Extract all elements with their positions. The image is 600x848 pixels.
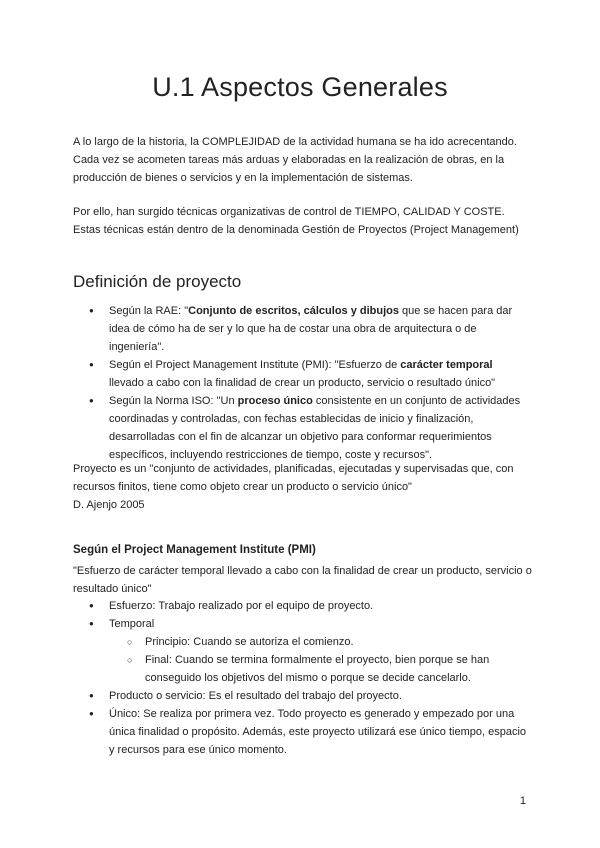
pmi-list [0, 597, 529, 759]
list-item-unico: ● Único: Se realiza por primera vez. Todo proyecto es generado y empezado por una única finalidad o propósito. Además, este proyecto utilizará ese único tiempo, espacio y recursos para ese único momento. [0, 705, 529, 759]
list-item-rae [0, 302, 529, 356]
list-item-temporal [0, 615, 529, 687]
list-item-esfuerzo: ● Esfuerzo: Trabajo realizado por el equipo de proyecto. [0, 597, 529, 615]
project-quote: Proyecto es un "conjunto de actividades, planificadas, ejecutadas y supervisadas que, con recursos finitos, tiene como objeto crear un producto o servicio único" [73, 463, 514, 493]
pmi-bold: carácter temporal [400, 359, 493, 371]
sublist-item-principio: ○ Principio: Cuando se autoriza el comienzo. [0, 633, 500, 651]
iso-prefix: Según la Norma ISO: "Un [109, 395, 238, 407]
pmi-quote: "Esfuerzo de carácter temporal llevado a cabo con la finalidad de crear un producto, servicio o resultado único" [73, 565, 532, 595]
pmi-prefix: Según el Project Management Institute (PMI): "Esfuerzo de [109, 359, 401, 371]
list-item-pmi [0, 356, 529, 392]
iso-suffix: consistente en un conjunto de actividades coordinadas y controladas, con fechas establecidas de inicio y finalización, desarrolladas con el fin de alcanzar un objetivo para conformar requerimientos específicos, incluyendo restricciones de tiempo, coste y recursos". [109, 395, 521, 461]
pmi-heading: Según el Project Management Institute (PMI) [73, 544, 316, 556]
sublist-item-final: ○ Final: Cuando se termina formalmente el proyecto, bien porque se han conseguido los objetivos del mismo o porque se decide cancelarlo. [0, 651, 500, 687]
list-item-iso [0, 392, 529, 464]
iso-bold: proceso único [237, 395, 313, 407]
quote-author: D. Ajenjo 2005 [73, 499, 145, 511]
definition-list [0, 302, 529, 464]
page-title: U.1 Aspectos Generales [152, 72, 448, 102]
list-item-producto: ● Producto o servicio: Es el resultado del trabajo del proyecto. [0, 687, 529, 705]
page-number: 1 [519, 795, 526, 807]
temporal-sublist [109, 633, 529, 687]
rae-suffix: que se hacen para dar idea de cómo ha de ser y lo que ha de costar una obra de arquitectura o de ingeniería". [109, 305, 513, 353]
intro-paragraph-2: Por ello, han surgido técnicas organizativas de control de TIEMPO, CALIDAD Y COSTE. Estas técnicas están dentro de la denominada Gestión de Proyectos (Project Management) [73, 206, 519, 236]
pmi-suffix: llevado a cabo con la finalidad de crear un producto, servicio o resultado único" [109, 377, 496, 389]
temporal-label: Temporal [109, 618, 155, 630]
rae-prefix: Según la RAE: " [109, 305, 189, 317]
definition-heading: Definición de proyecto [73, 272, 242, 291]
rae-bold: Conjunto de escritos, cálculos y dibujos [188, 305, 399, 317]
intro-paragraph-1: A lo largo de la historia, la COMPLEJIDAD de la actividad humana se ha ido acrecentando. Cada vez se acometen tareas más arduas y elaboradas en la realización de obras, en la producción de bienes o servicios y en la implementación de sistemas. [73, 136, 517, 184]
